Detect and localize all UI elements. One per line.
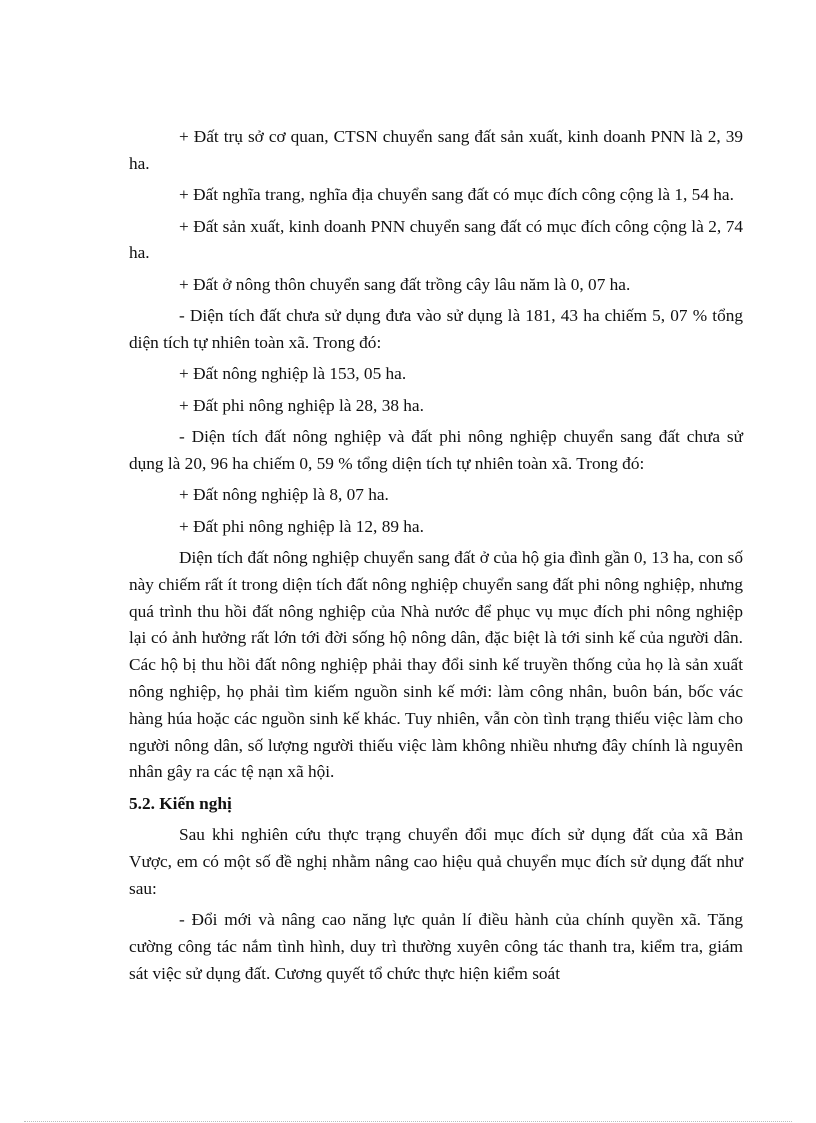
section-heading: 5.2. Kiến nghị [129,793,232,813]
paragraph-8: - Diện tích đất nông nghiệp và đất phi nông nghiệp chuyển sang đất chưa sử dụng là 20, 96 ha chiếm 0, 59 % tổng diện tích tự nhiên toàn xã. Trong đó: [129,427,743,473]
paragraph-11: Diện tích đất nông nghiệp chuyển sang đất ở của hộ gia đình gần 0, 13 ha, con số này chiếm rất ít trong diện tích đất nông nghiệp chuyển sang đất phi nông nghiệp, nhưng quá trình thu hồi đất nông nghiệp của Nhà nước để phục vụ mục đích phi nông nghiệp lại có ảnh hưởng rất lớn tới đời sống hộ nông dân, đặc biệt là tới sinh kế của người dân. Các hộ bị thu hồi đất nông nghiệp phải thay đổi sinh kế truyền thống của họ là sản xuất nông nghiệp, họ phải tìm kiếm nguồn sinh kế mới: làm công nhân, buôn bán, bốc vác hàng húa hoặc các nguồn sinh kế khác. Tuy nhiên, vẫn còn tình trạng thiếu việc làm cho người nông dân, số lượng người thiếu việc làm không nhiều nhưng đây chính là nguyên nhân gây ra các tệ nạn xã hội. [129,548,743,782]
paragraph-12: Sau khi nghiên cứu thực trạng chuyển đổi mục đích sử dụng đất của xã Bản Vược, em có một số đề nghị nhằm nâng cao hiệu quả chuyển mục đích sử dụng đất như sau: [129,825,743,898]
paragraph-6: + Đất nông nghiệp là 153, 05 ha. [179,364,407,384]
paragraph-3: + Đất sản xuất, kinh doanh PNN chuyển sang đất có mục đích công cộng là 2, 74 ha. [129,216,743,263]
paragraph-5: - Diện tích đất chưa sử dụng đưa vào sử dụng là 181, 43 ha chiếm 5, 07 % tổng diện tích tự nhiên toàn xã. Trong đó: [129,306,743,352]
paragraph-10: + Đất phi nông nghiệp là 12, 89 ha. [179,516,424,536]
paragraph-9: + Đất nông nghiệp là 8, 07 ha. [179,485,389,505]
paragraph-7: + Đất phi nông nghiệp là 28, 38 ha. [179,395,424,415]
paragraph-1: + Đất trụ sở cơ quan, CTSN chuyển sang đất sản xuất, kinh doanh PNN là 2, 39 ha. [129,127,743,173]
paragraph-2: + Đất nghĩa trang, nghĩa địa chuyển sang đất có mục đích công cộng là 1, 54 ha. [179,185,734,205]
paragraph-13: - Đổi mới và nâng cao năng lực quản lí điều hành của chính quyền xã. Tăng cường công tác nắm tình hình, duy trì thường xuyên công tác thanh tra, kiểm tra, giám sát việc sử dụng đất. Cương quyết tổ chức thực hiện kiểm soát [129,910,743,983]
document-body [129,124,743,992]
page-bottom-divider [24,1121,792,1122]
paragraph-4: + Đất ở nông thôn chuyển sang đất trồng cây lâu năm là 0, 07 ha. [179,274,631,294]
